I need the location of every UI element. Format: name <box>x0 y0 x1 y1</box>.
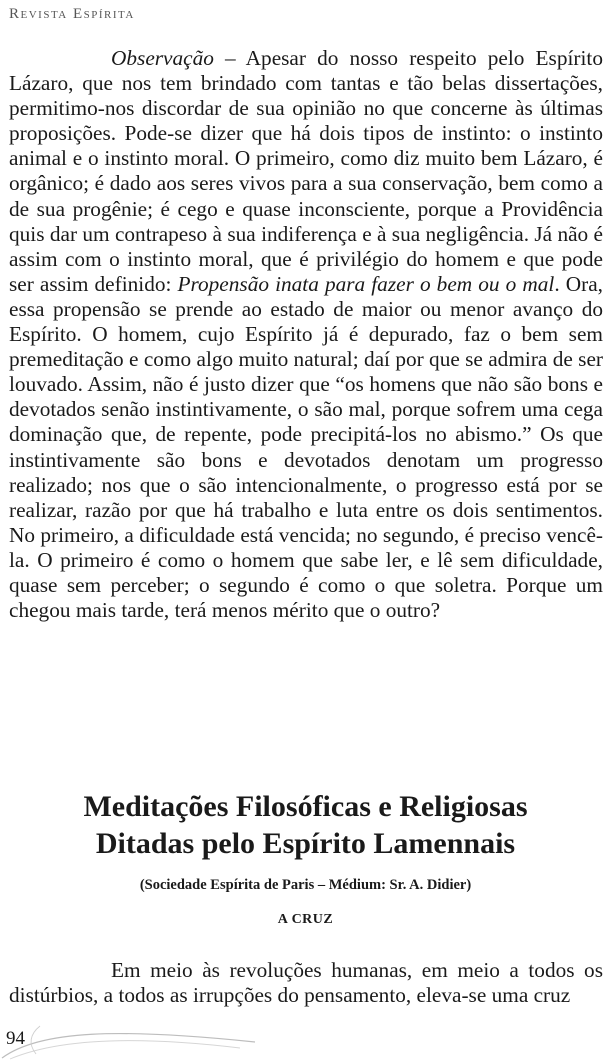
observation-label: Observação <box>111 46 214 70</box>
observation-text-part1: – Apesar do nosso respeito pelo Espírito Lázaro, que nos tem brindado com tantas e tão belas dissertações, permitimo-nos discordar de sua opinião no que concerne às últimas proposições. Pode-se dizer que há dois tipos de instinto: o instinto animal e o instinto moral. O primeiro, como diz muito bem Lázaro, é orgânico; é dado aos seres vivos para a sua conservação, bem como a de sua progênie; é cego e quase inconsciente, porque a Providência quis dar um contrapeso à sua indiferença e à sua negligência. Já não é assim com o instinto moral, que é privilégio do homem e que pode ser assim definido: <box>9 46 603 296</box>
footer-flourish-ornament <box>0 1020 260 1060</box>
observation-text-part2: . Ora, essa propensão se prende ao estado de maior ou menor avanço do Espírito. O homem, cujo Espírito já é depurado, faz o bem sem premeditação e como algo muito natural; daí por que se admira de ser louvado. Assim, não é justo dizer que “os homens que não são bons e devotados senão instintivamente, o são mal, porque sofrem uma cega dominação que, de repente, pode precipitá-los no abismo.” Os que instintivamente são bons e devotados denotam um progresso realizado; nos que o são intencionalmente, o progresso está por se realizar, razão por que há trabalho e luta entre os dois sentimentos. No primeiro, a dificuldade está vencida; no segundo, é preciso vencê-la. O primeiro é como o homem que sabe ler, e lê sem dificuldade, quase sem perceber; o segundo é como o que soletra. Porque um chegou mais tarde, terá menos mérito que o outro? <box>9 271 603 623</box>
article-title-line2: Ditadas pelo Espírito Lamennais <box>95 827 516 860</box>
definition-italic: Propensão inata para fazer o bem ou o mal <box>177 271 555 296</box>
article-title <box>0 788 611 862</box>
cross-paragraph-text: Em meio às revoluções humanas, em meio a todos os distúrbios, a todos as irrupções do pensamento, eleva-se uma cruz <box>9 958 603 1008</box>
page-number: 94 <box>6 1028 25 1049</box>
section-heading: A CRUZ <box>277 912 334 927</box>
cross-paragraph <box>9 958 603 1008</box>
article-title-line1: Meditações Filosóficas e Religiosas <box>83 790 528 823</box>
observation-paragraph <box>9 46 603 623</box>
running-head: Revista Espírita <box>9 6 135 22</box>
article-subtitle: (Sociedade Espírita de Paris – Médium: Sr. A. Didier) <box>139 877 472 893</box>
